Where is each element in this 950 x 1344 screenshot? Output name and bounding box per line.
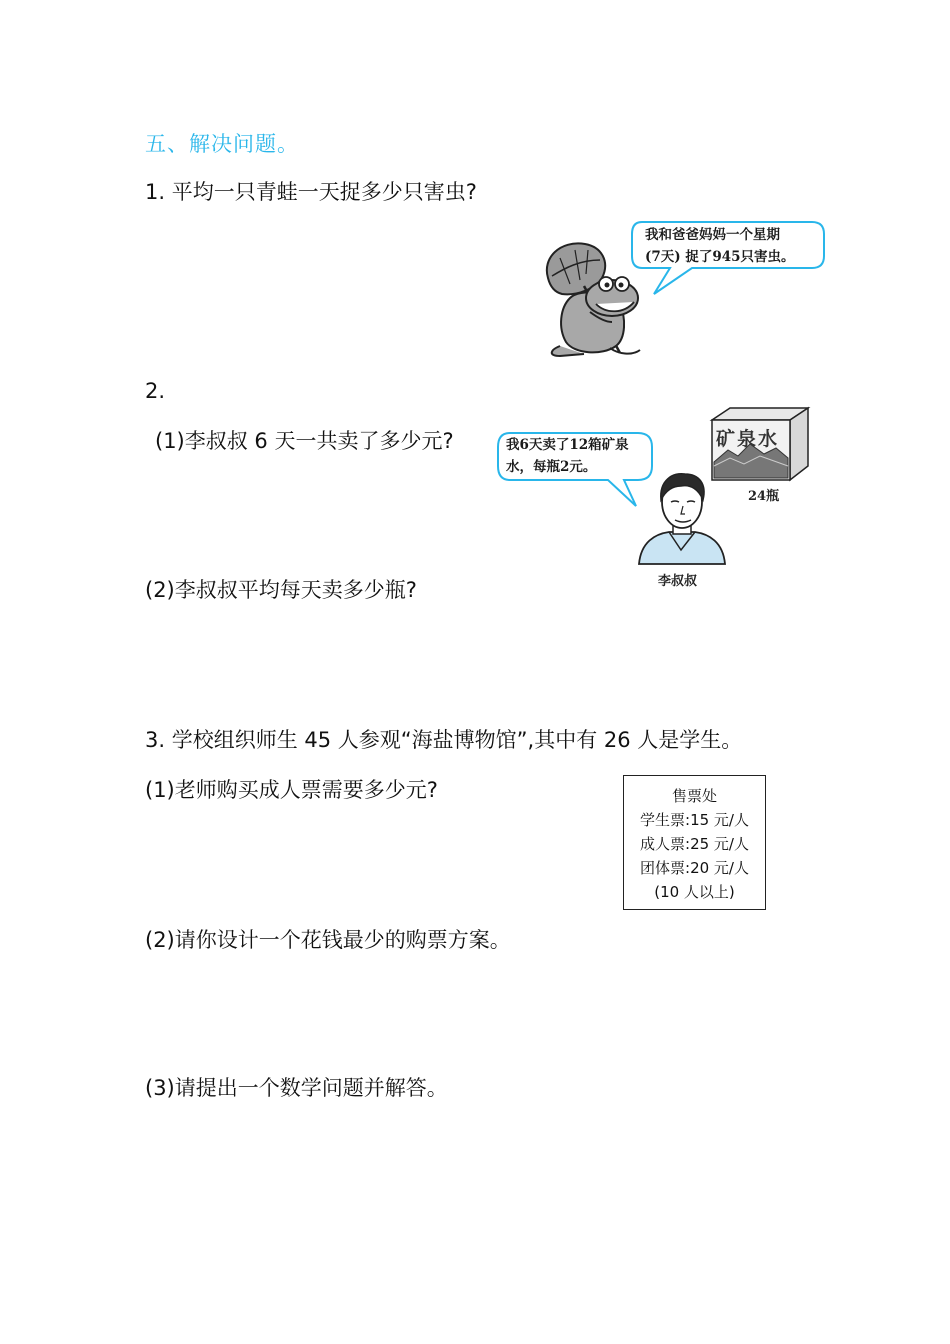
speech-q1-line2: (7天) 捉了945只害虫。	[645, 249, 795, 265]
speech-q2-line1: 我6天卖了12箱矿泉	[506, 437, 629, 453]
question-2-sub1: (1)李叔叔 6 天一共卖了多少元?	[155, 429, 454, 453]
ticket-title: 售票处	[671, 787, 717, 805]
question-3-sub2: (2)请你设计一个花钱最少的购票方案。	[145, 928, 511, 952]
ticket-student-price: 学生票:15 元/人	[640, 811, 749, 829]
question-3-text: 3. 学校组织师生 45 人参观“海盐博物馆”,其中有 26 人是学生。	[145, 728, 743, 752]
section-title: 五、解决问题。	[145, 132, 299, 156]
water-box-caption: 24瓶	[748, 489, 780, 504]
speech-q1-line1: 我和爸爸妈妈一个星期	[645, 227, 780, 243]
question-2-sub2: (2)李叔叔平均每天卖多少瓶?	[145, 578, 417, 602]
ticket-adult-price: 成人票:25 元/人	[640, 835, 749, 853]
ticket-price-box	[623, 775, 766, 910]
man-caption: 李叔叔	[658, 574, 698, 589]
man-portrait-icon	[637, 470, 727, 566]
water-box-label: 矿泉水	[716, 428, 780, 450]
speech-q2-line2: 水，每瓶2元。	[506, 459, 597, 475]
frog-icon	[540, 238, 650, 360]
question-3-sub3: (3)请提出一个数学问题并解答。	[145, 1076, 448, 1100]
ticket-group-note: (10 人以上)	[654, 883, 735, 901]
question-1-text: 1. 平均一只青蛙一天捉多少只害虫?	[145, 180, 477, 204]
ticket-group-price: 团体票:20 元/人	[640, 859, 749, 877]
question-3-sub1: (1)老师购买成人票需要多少元?	[145, 778, 438, 802]
question-2-number: 2.	[145, 379, 166, 403]
